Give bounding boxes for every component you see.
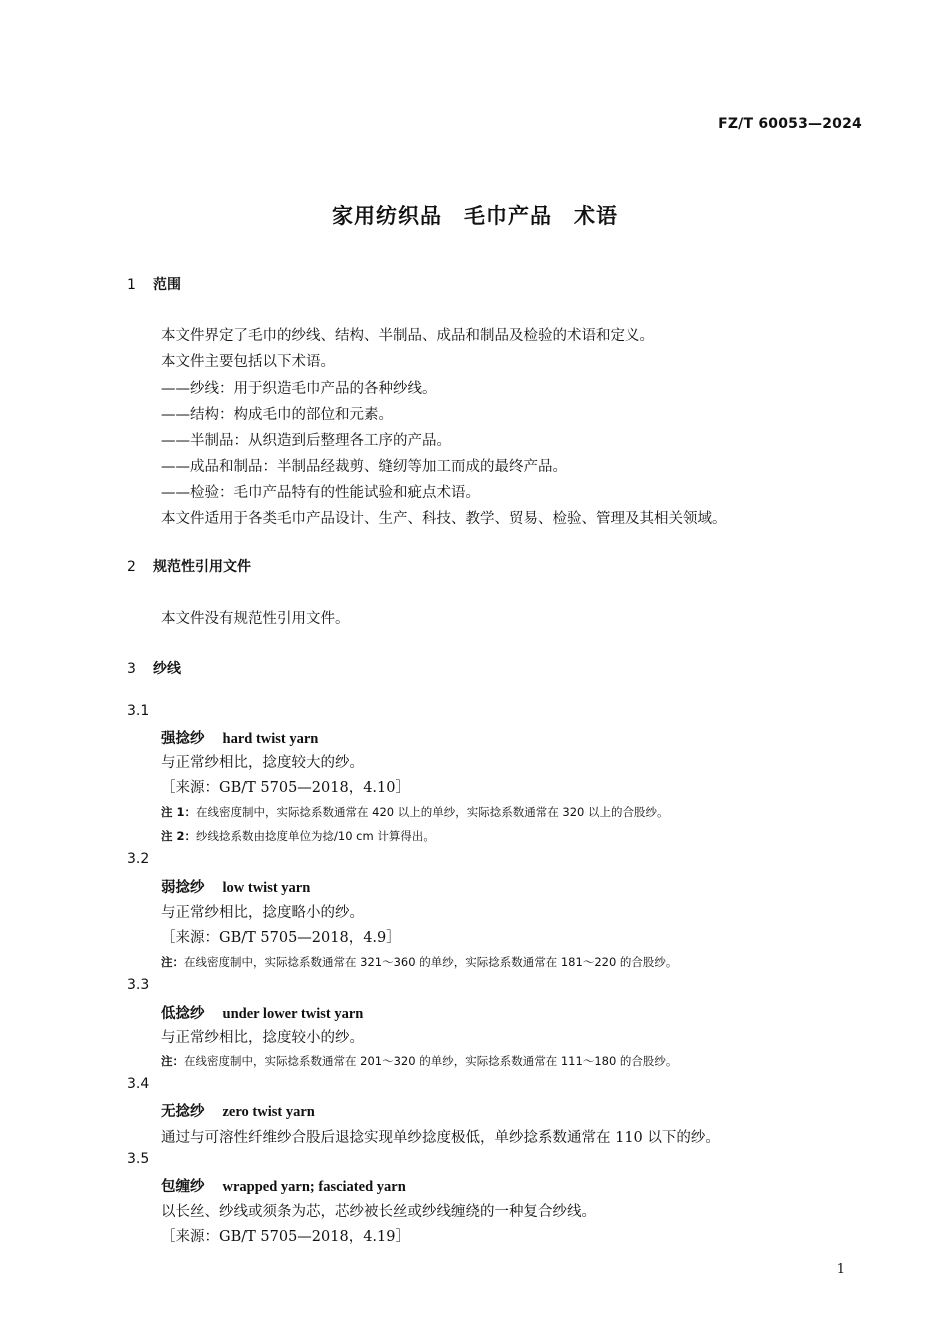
term-number: 3.2: [127, 851, 150, 867]
term-english: low twist yarn: [222, 880, 311, 896]
term-number: 3.5: [127, 1151, 150, 1167]
note-label: 注 2：: [161, 829, 197, 843]
section-number: 1: [127, 277, 136, 293]
term-definition: 与正常纱相比，捻度较小的纱。: [161, 1030, 364, 1046]
term-chinese: 弱捻纱: [161, 879, 205, 896]
term-heading: [161, 1175, 406, 1196]
term-chinese: 强捻纱: [161, 730, 205, 747]
term-heading: [161, 1002, 363, 1023]
term-heading: [161, 876, 310, 897]
term-english: zero twist yarn: [222, 1104, 315, 1120]
list-item: ——成品和制品：半制品经裁剪、缝纫等加工而成的最终产品。: [161, 459, 567, 475]
document-title: 家用纺织品 毛巾产品 术语: [332, 204, 618, 228]
section-heading-yarn: [127, 658, 181, 678]
list-item: ——半制品：从织造到后整理各工序的产品。: [161, 433, 451, 449]
paragraph: 本文件没有规范性引用文件。: [161, 611, 350, 627]
term-definition: 通过与可溶性纤维纱合股后退捻实现单纱捻度极低，单纱捻系数通常在 110 以下的纱。: [161, 1130, 720, 1146]
note-label: 注：: [161, 1054, 184, 1068]
term-number: 3.3: [127, 977, 150, 993]
term-note: [161, 954, 677, 970]
paragraph: 本文件适用于各类毛巾产品设计、生产、科技、教学、贸易、检验、管理及其相关领域。: [161, 511, 727, 527]
section-title: 规范性引用文件: [153, 559, 251, 575]
list-item: ——检验：毛巾产品特有的性能试验和疵点术语。: [161, 485, 480, 501]
term-chinese: 包缠纱: [161, 1178, 205, 1195]
note-label: 注 1：: [161, 805, 197, 819]
term-number: 3.4: [127, 1076, 150, 1092]
term-definition: 与正常纱相比，捻度略小的纱。: [161, 905, 364, 921]
note-text: 在线密度制中，实际捻系数通常在 420 以上的单纱，实际捻系数通常在 320 以上的合股纱。: [196, 805, 669, 819]
list-item: ——纱线：用于织造毛巾产品的各种纱线。: [161, 381, 437, 397]
document-code: FZ/T 60053—2024: [718, 116, 862, 132]
note-label: 注：: [161, 955, 184, 969]
term-english: hard twist yarn: [222, 731, 319, 747]
term-source: ［来源：GB/T 5705—2018，4.10］: [161, 780, 410, 796]
term-number: 3.1: [127, 703, 150, 719]
note-text: 在线密度制中，实际捻系数通常在 201～320 的单纱，实际捻系数通常在 111～180 的合股纱。: [184, 1054, 678, 1068]
term-definition: 以长丝、纱线或须条为芯，芯纱被长丝或纱线缠绕的一种复合纱线。: [161, 1204, 596, 1220]
section-number: 3: [127, 661, 136, 677]
term-english: under lower twist yarn: [222, 1006, 364, 1022]
section-heading-normative-references: [127, 556, 251, 576]
term-english: wrapped yarn; fasciated yarn: [222, 1179, 406, 1195]
section-number: 2: [127, 559, 136, 575]
list-item: ——结构：构成毛巾的部位和元素。: [161, 407, 393, 423]
term-note: [161, 1053, 677, 1069]
term-chinese: 低捻纱: [161, 1005, 205, 1022]
note-text: 纱线捻系数由捻度单位为捻/10 cm 计算得出。: [196, 829, 435, 843]
term-source: ［来源：GB/T 5705—2018，4.9］: [161, 930, 401, 946]
term-note: [161, 804, 669, 820]
section-heading-scope: [127, 274, 181, 294]
paragraph: 本文件主要包括以下术语。: [161, 354, 335, 370]
term-heading: [161, 1100, 315, 1121]
section-title: 纱线: [153, 661, 181, 677]
note-text: 在线密度制中，实际捻系数通常在 321～360 的单纱，实际捻系数通常在 181～220 的合股纱。: [184, 955, 678, 969]
term-source: ［来源：GB/T 5705—2018，4.19］: [161, 1229, 410, 1245]
section-title: 范围: [153, 277, 181, 293]
term-chinese: 无捻纱: [161, 1103, 205, 1120]
paragraph: 本文件界定了毛巾的纱线、结构、半制品、成品和制品及检验的术语和定义。: [161, 328, 654, 344]
page-number: 1: [836, 1262, 845, 1277]
term-definition: 与正常纱相比，捻度较大的纱。: [161, 755, 364, 771]
term-note: [161, 828, 435, 844]
term-heading: [161, 727, 318, 748]
